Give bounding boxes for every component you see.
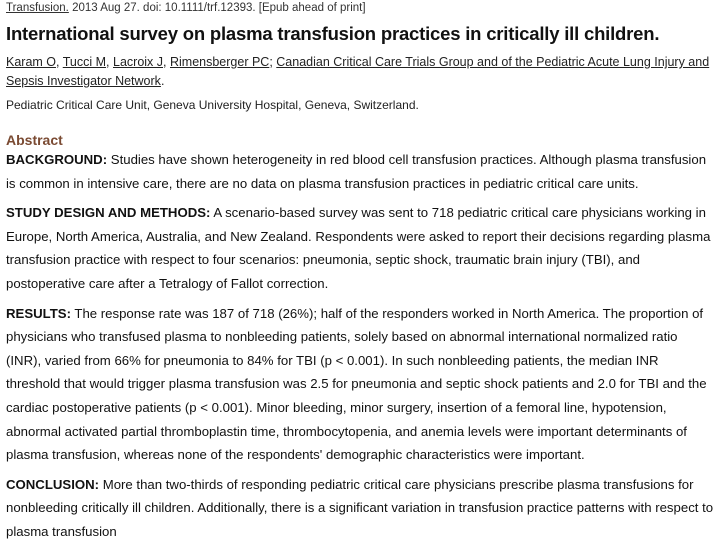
article-title: International survey on plasma transfusion practices in critically ill children. (6, 23, 660, 44)
abstract-methods (6, 201, 714, 295)
section-text: More than two-thirds of responding pediatric critical care physicians prescribe plasma transfusions for nonbleeding critically ill children. Additionally, there is a significant variation in transfusion practice patterns with respect to plasma transfusion (6, 476, 714, 539)
author-list (6, 53, 714, 91)
abstract-heading: Abstract (6, 132, 63, 148)
author-link[interactable]: Tucci M (62, 55, 107, 69)
author-separator: , (56, 55, 63, 69)
journal-link[interactable]: Transfusion. (6, 2, 69, 14)
section-text: Studies have shown heterogeneity in red blood cell transfusion practices. Although plasma transfusion is common in intensive care, there are no data on plasma transfusion practices in pediatric critical care units. (6, 152, 707, 191)
author-link[interactable]: Lacroix J (113, 55, 164, 69)
section-label: RESULTS: (6, 305, 71, 321)
section-text: The response rate was 187 of 718 (26%); half of the responders worked in North America. The proportion of physicians who transfused plasma to nonbleeding patients, solely based on abnormal international normalized ratio (INR), varied from 66% for pneumonia to 84% for TBI (p < 0.001). In such nonbleeding patients, the median INR threshold that would trigger plasma transfusion was 2.5 for pneumonia and septic shock patients and 2.0 for TBI and the cardiac postoperative patients (p < 0.001). Minor bleeding, minor surgery, insertion of a femoral line, hypotension, abnormal activated partial thromboplastin time, thrombocytopenia, and anemia levels were important determinants of plasma transfusion, whereas none of the respondents' demographic characteristics were important. (6, 305, 707, 463)
section-label: CONCLUSION: (6, 476, 100, 492)
abstract-conclusion (6, 473, 714, 540)
abstract-background (6, 148, 714, 195)
author-link[interactable]: Karam O (6, 55, 57, 69)
section-label: BACKGROUND: (6, 152, 108, 167)
citation-line (6, 2, 714, 14)
affiliation: Pediatric Critical Care Unit, Geneva University Hospital, Geneva, Switzerland. (6, 98, 419, 112)
author-separator: . (160, 74, 165, 88)
section-text: A scenario-based survey was sent to 718 pediatric critical care physicians working in Europe, North America, Australia, and New Zealand. Respondents were asked to report their decisions regarding plasma transfusion practice with respect to four scenarios: pneumonia, septic shock, traumatic brain injury (TBI), and postoperative care after a Tetralogy of Fallot correction. (6, 205, 711, 291)
author-separator: , (163, 55, 170, 69)
author-separator: ; (269, 55, 277, 69)
author-separator: , (106, 55, 113, 69)
abstract-results (6, 302, 714, 467)
author-link[interactable]: Rimensberger PC (169, 55, 270, 69)
author-group-link[interactable]: Canadian Critical Care Trials Group and of the Pediatric Acute Lung Injury and Sepsis Investigator Network (6, 55, 710, 88)
citation-details: 2013 Aug 27. doi: 10.1111/trf.12393. [Epub ahead of print] (72, 2, 366, 14)
section-label: STUDY DESIGN AND METHODS: (6, 205, 211, 221)
